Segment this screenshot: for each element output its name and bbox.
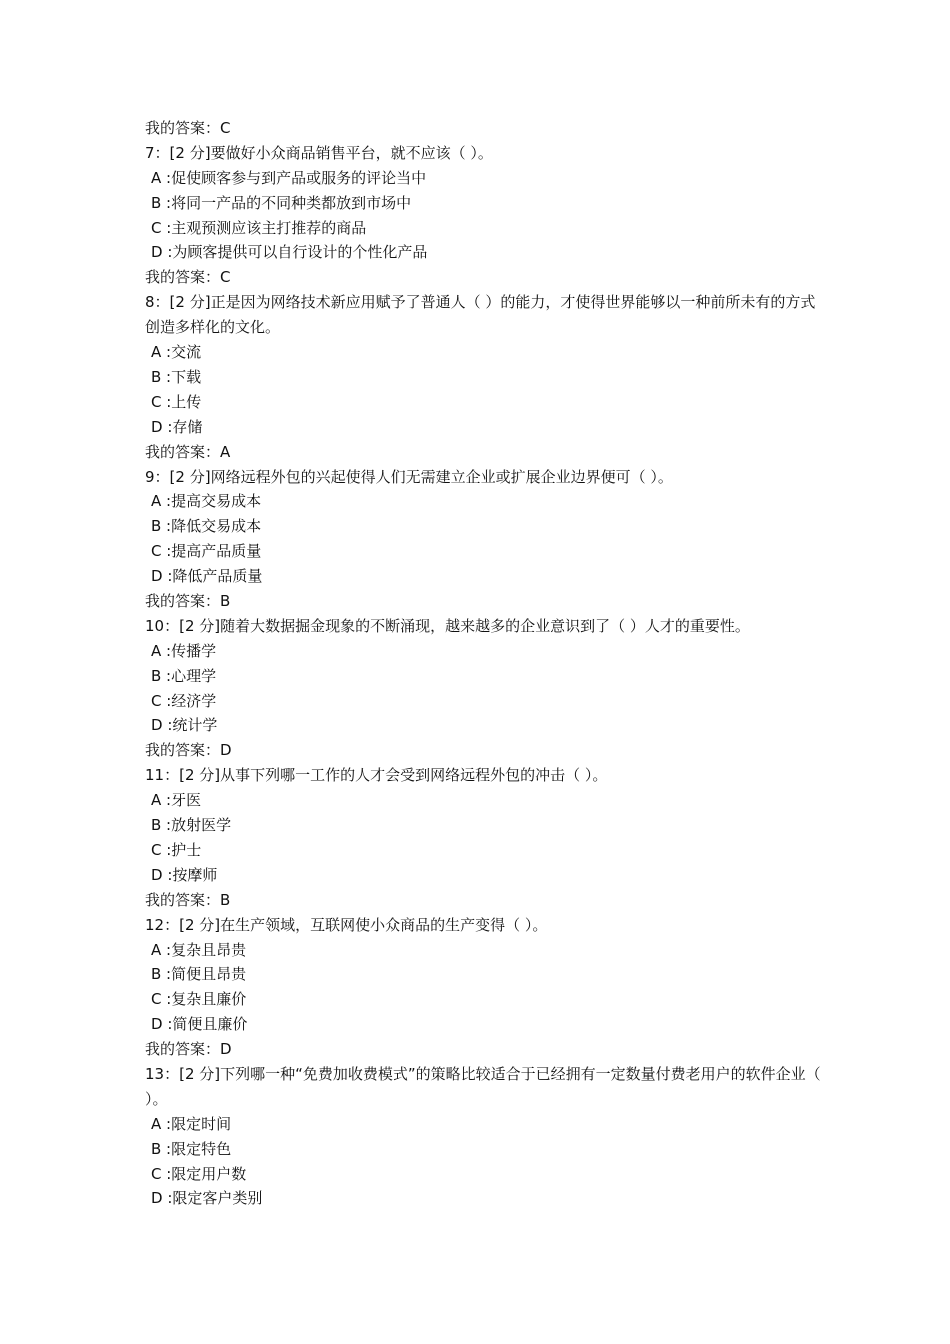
question-body: [2 分]从事下列哪一工作的人才会受到网络远程外包的冲击（ ）。: [179, 766, 608, 785]
option-item: C :复杂且廉价: [151, 990, 247, 1009]
answer-line: 我的答案：D: [145, 741, 232, 760]
question-body: [2 分]下列哪一种“免费加收费模式”的策略比较适合于已经拥有一定数量付费老用户的软件企业（ ）。: [145, 1064, 821, 1108]
option-item: B :放射医学: [151, 816, 232, 835]
option-item: C :上传: [151, 392, 202, 411]
answer-line: 我的答案：C: [145, 268, 231, 287]
question-text: [145, 913, 825, 938]
option-item: A :传播学: [151, 641, 217, 660]
option-item: C :提高产品质量: [151, 542, 262, 561]
option-item: B :将同一产品的不同种类都放到市场中: [151, 193, 412, 212]
question-body: [2 分]随着大数据掘金现象的不断涌现，越来越多的企业意识到了（ ）人才的重要性。: [179, 616, 750, 635]
option-item: D :统计学: [151, 716, 218, 735]
option-item: B :降低交易成本: [151, 517, 262, 536]
option-item: D :限定客户类别: [151, 1189, 263, 1208]
question-text: [145, 141, 825, 166]
question-body: [2 分]在生产领域，互联网使小众商品的生产变得（ ）。: [179, 915, 548, 934]
option-item: A :牙医: [151, 791, 202, 810]
question-number: 13：: [145, 1064, 180, 1083]
option-item: B :简便且昂贵: [151, 965, 247, 984]
question-text: [145, 290, 825, 340]
option-item: C :经济学: [151, 691, 217, 710]
answer-line: 我的答案：B: [145, 591, 231, 610]
option-item: B :下载: [151, 367, 202, 386]
option-item: D :按摩师: [151, 865, 218, 884]
option-item: D :存储: [151, 417, 203, 436]
question-number: 10：: [145, 616, 180, 635]
question-text: [145, 763, 825, 788]
option-item: D :简便且廉价: [151, 1015, 248, 1034]
question-text: [145, 465, 825, 490]
option-item: C :限定用户数: [151, 1164, 247, 1183]
answer-line: 我的答案：B: [145, 890, 231, 909]
option-item: B :心理学: [151, 666, 217, 685]
answer-line: 我的答案：D: [145, 1040, 232, 1059]
quiz-content: [145, 116, 825, 1211]
option-item: C :护士: [151, 840, 202, 859]
question-text: [145, 1062, 825, 1112]
question-number: 12：: [145, 915, 180, 934]
option-item: A :复杂且昂贵: [151, 940, 247, 959]
option-item: A :交流: [151, 343, 202, 362]
question-text: [145, 614, 825, 639]
option-item: A :提高交易成本: [151, 492, 262, 511]
question-body: [2 分]网络远程外包的兴起使得人们无需建立企业或扩展企业边界便可（ ）。: [169, 467, 673, 486]
question-number: 8：: [145, 293, 170, 312]
option-item: B :限定特色: [151, 1139, 232, 1158]
question-body: [2 分]要做好小众商品销售平台，就不应该（ ）。: [169, 143, 493, 162]
option-item: A :促使顾客参与到产品或服务的评论当中: [151, 168, 427, 187]
answer-line: 我的答案：A: [145, 442, 231, 461]
option-item: A :限定时间: [151, 1114, 232, 1133]
question-number: 7：: [145, 143, 170, 162]
question-number: 9：: [145, 467, 170, 486]
option-item: C :主观预测应该主打推荐的商品: [151, 218, 367, 237]
question-number: 11：: [145, 766, 180, 785]
option-item: D :为顾客提供可以自行设计的个性化产品: [151, 243, 428, 262]
question-body: [2 分]正是因为网络技术新应用赋予了普通人（ ）的能力，才使得世界能够以一种前所未有的方式创造多样化的文化。: [145, 293, 816, 337]
answer-line: 我的答案：C: [145, 119, 231, 137]
option-item: D :降低产品质量: [151, 567, 263, 586]
